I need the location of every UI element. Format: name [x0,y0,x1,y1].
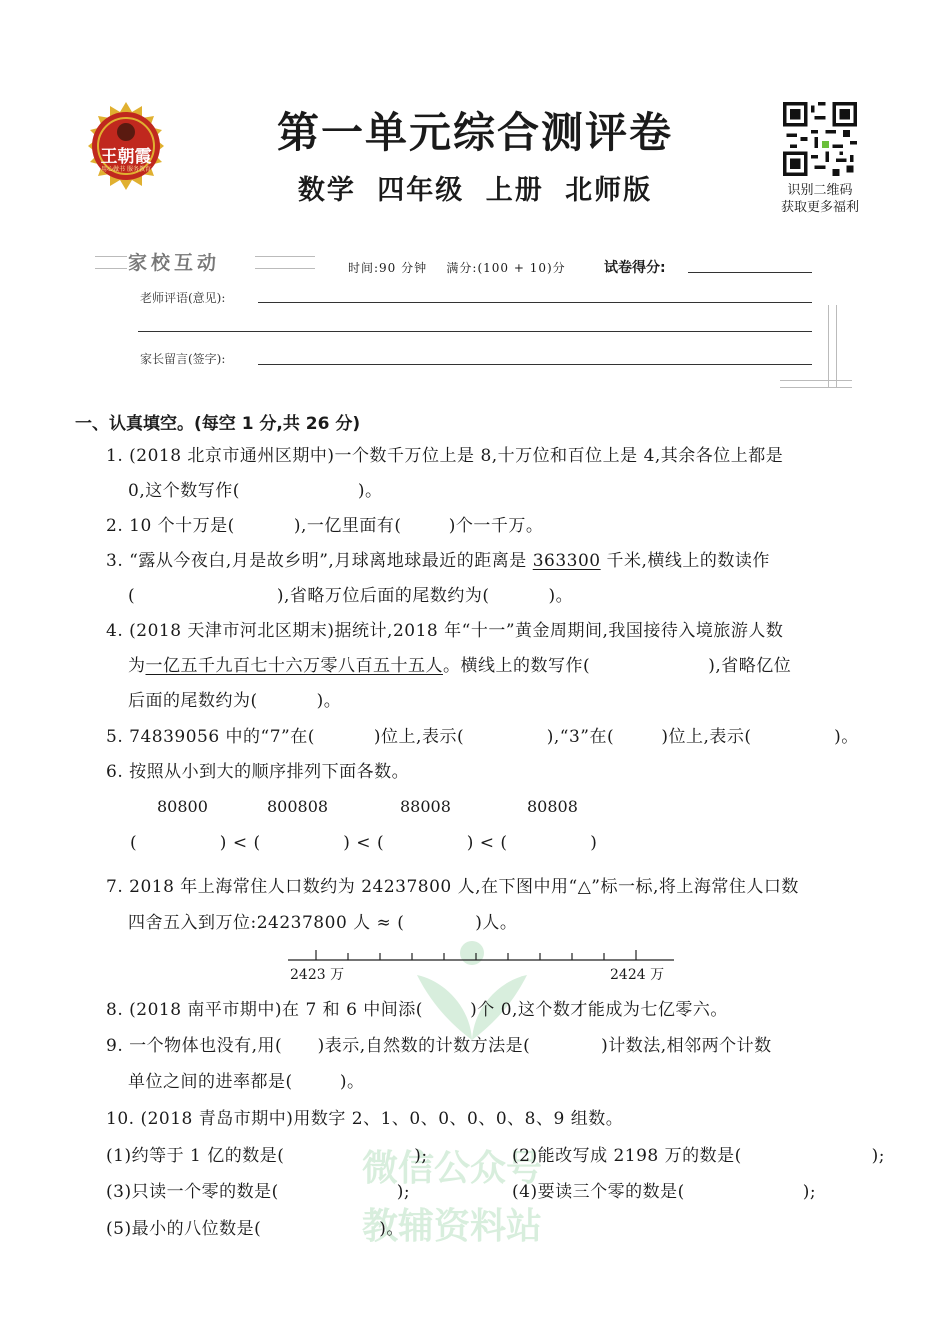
q3-text-b: 千米,横线上的数读作 [600,551,770,571]
axis-label-right: 2424 万 [610,967,665,983]
axis-label-left: 2423 万 [290,967,345,983]
teacher-comment-label: 老师评语(意见): [140,291,226,305]
score-field[interactable] [688,272,812,273]
q8: 8. (2018 南平市期中)在 7 和 6 中间添( )个 0,这个数才能成为七亿零六。 [106,1000,728,1020]
q6-number: 80800 [157,797,208,816]
q9-line2: 单位之间的进率都是( )。 [128,1072,365,1092]
q7-line2: 四舍五入到万位:24237800 人 ≈ ( )人。 [128,913,518,933]
deco-line [780,387,852,388]
home-school-label: 家校互动 [128,252,221,274]
q4-line2 [128,654,791,678]
page-title: 第一单元综合测评卷 [276,108,673,157]
q6-order: ( ) < ( ) < ( ) < ( ) [130,833,598,853]
brand-motto: 用心做书 服务教育 [101,166,151,173]
section-heading: 一、认真填空。(每空 1 分,共 26 分) [75,414,361,434]
q5: 5. 74839056 中的“7”在( )位上,表示( ),“3”在( )位上,表示( )。 [106,727,859,747]
score-label: 试卷得分: [604,260,666,276]
time-info [348,259,566,276]
q10-part2: (2)能改写成 2198 万的数是( ); [512,1146,886,1166]
watermark-line2: 教辅资料站 [362,1206,543,1247]
q2: 2. 10 个十万是( ),一亿里面有( )个一千万。 [106,516,544,536]
deco-line [95,268,127,269]
watermark-line1: 微信公众号 [362,1148,543,1189]
qr-code[interactable] [783,102,857,176]
qr-caption-2: 获取更多福利 [780,200,859,215]
qr-caption-1: 识别二维码 [787,183,853,198]
q3-underlined-number: 363300 [532,551,601,571]
parent-comment-label: 家长留言(签字): [140,352,226,366]
q7-line1: 7. 2018 年上海常住人口数约为 24237800 人,在下图中用“△”标一标,将上海常住人口数 [106,877,799,897]
q3-text-a: 3. “露从今夜白,月是故乡明”,月球离地球最近的距离是 [106,551,533,571]
q10-part5: (5)最小的八位数是( )。 [106,1219,404,1239]
q6-number: 88008 [400,797,451,816]
parent-comment-field[interactable] [258,364,812,365]
q9-line1: 9. 一个物体也没有,用( )表示,自然数的计数方法是( )计数法,相邻两个计数 [106,1036,772,1056]
q4-underlined-text: 一亿五千九百七十六万零八百五十五人 [145,656,443,676]
deco-line [95,256,127,257]
q6-number: 800808 [267,797,329,816]
q1-line2: 0,这个数写作( )。 [128,481,383,501]
page-subtitle: 数学 四年级 上册 北师版 [297,175,653,206]
full-score-text: 满分:(100 + 10)分 [446,261,566,275]
q10-part4: (4)要读三个零的数是( ); [512,1182,817,1202]
q4-text-a: 为 [128,656,146,676]
deco-line [780,380,852,381]
q10-part1: (1)约等于 1 亿的数是( ); [106,1146,428,1166]
deco-line [828,305,829,387]
q4-text-b: 。横线上的数写作( ),省略亿位 [443,656,792,676]
q3-line1 [106,549,770,573]
q6-number: 80808 [527,797,578,816]
q10: 10. (2018 青岛市期中)用数字 2、1、0、0、0、0、8、9 组数。 [106,1109,624,1129]
q6: 6. 按照从小到大的顺序排列下面各数。 [106,762,410,782]
brand-text: 王朝霞 [100,147,152,167]
q4-line3: 后面的尾数约为( )。 [128,691,342,711]
deco-line [255,256,315,257]
time-text: 时间:90 分钟 [348,261,428,275]
q1-line1: 1. (2018 北京市通州区期中)一个数千万位上是 8,十万位和百位上是 4,其余各位上都是 [106,446,784,466]
q10-part3: (3)只读一个零的数是( ); [106,1182,411,1202]
teacher-comment-field-2[interactable] [138,331,812,332]
deco-line [836,305,837,387]
q3-line2: ( ),省略万位后面的尾数约为( )。 [128,586,574,606]
q4-line1: 4. (2018 天津市河北区期末)据统计,2018 年“十一”黄金周期间,我国接待入境旅游人数 [106,621,784,641]
teacher-comment-field[interactable] [258,302,812,303]
deco-line [255,268,315,269]
